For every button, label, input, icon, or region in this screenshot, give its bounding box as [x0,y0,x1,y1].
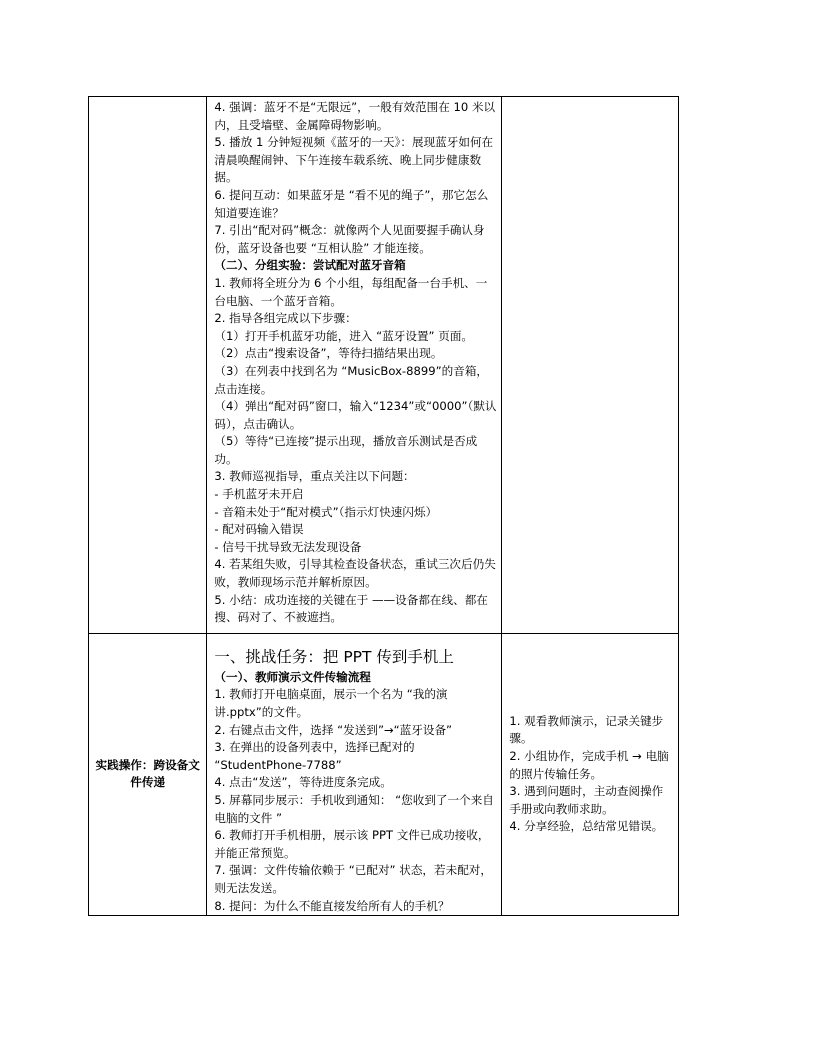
table-row [89,633,679,915]
list-item: 1. 观看教师演示，记录关键步骤。 [509,713,664,746]
paragraph: （3）在列表中找到名为 “MusicBox-8899”的音箱，点击连接。 [214,363,489,396]
student-activity-cell-empty [502,97,679,634]
paragraph: （5）等待“已连接”提示出现，播放音乐测试是否成功。 [214,434,478,466]
paragraph: 2. 右键点击文件，选择 “发送到”→“蓝牙设备” [214,722,453,737]
list-item: 2. 小组协作，完成手机 → 电脑的照片传输任务。 [509,749,669,781]
list-item: 4. 分享经验，总结常见错误。 [509,819,664,834]
paragraph: 1. 教师打开电脑桌面，展示一个名为 “我的演讲.pptx”的文件。 [214,687,448,719]
paragraph: 2. 指导各组完成以下步骤： [214,311,357,326]
paragraph: 8. 提问：为什么不能直接发给所有人的手机？ [214,898,450,913]
paragraph: 5. 播放 1 分钟短视频《蓝牙的一天》：展现蓝牙如何在清晨唤醒闹钟、下午连接车载系统、晚上同步健康数据。 [214,135,494,185]
paragraph: 4. 若某组失败，引导其检查设备状态，重试三次后仍失败，教师现场示范并解析原因。 [214,557,496,590]
paragraph: （4）弹出“配对码”窗口，输入“1234”或“0000”（默认码），点击确认。 [214,399,497,431]
paragraph: 4. 强调：蓝牙不是“无限远”，一般有效范围在 10 米以内，且受墙壁、金属障碍物影响。 [214,100,496,132]
list-item: - 配对码输入错误 [214,522,304,537]
table-row [89,97,679,634]
section-subheading: （一）、教师演示文件传输流程 [214,669,371,684]
lesson-plan-table [88,96,679,916]
section-heading: 一、挑战任务：把 PPT 传到手机上 [214,647,454,666]
paragraph: 3. 教师巡视指导，重点关注以下问题： [214,469,415,484]
paragraph: 4. 点击“发送”，等待进度条完成。 [214,775,392,790]
paragraph: 6. 提问互动：如果蓝牙是 “看不见的绳子”，那它怎么知道要连谁？ [214,187,489,220]
paragraph: （2）点击“搜索设备”，等待扫描结果出现。 [214,346,443,361]
section-subheading: （二）、分组实验：尝试配对蓝牙音箱 [214,258,406,273]
list-item: 3. 遇到问题时，主动查阅操作手册或向教师求助。 [509,784,664,816]
paragraph: 5. 小结：成功连接的关键在于 ——设备都在线、都在搜、码对了、不被遮挡。 [214,592,488,625]
paragraph: 6. 教师打开手机相册，展示该 PPT 文件已成功接收，并能正常预览。 [214,828,490,860]
paragraph: 5. 屏幕同步展示：手机收到通知： “您收到了一个来自电脑的文件 ” [214,792,494,825]
paragraph: 1. 教师将全班分为 6 个小组，每组配备一台手机、一台电脑、一个蓝牙音箱。 [214,275,488,308]
teacher-activity-cell [207,633,502,915]
student-activity-cell [502,633,679,915]
list-item: - 手机蓝牙未开启 [214,487,304,502]
list-item: - 音箱未处于“配对模式”（指示灯快速闪烁） [214,504,438,519]
paragraph: 7. 引出“配对码”概念：就像两个人见面要握手确认身份，蓝牙设备也要 “互相认脸” 才能连接。 [214,223,485,255]
stage-label: 实践操作：跨设备文件传递 [89,633,207,915]
list-item: - 信号干扰导致无法发现设备 [214,539,362,554]
paragraph: 7. 强调：文件传输依赖于 “已配对” 状态，若未配对，则无法发送。 [214,863,492,895]
teacher-activity-cell [207,97,502,634]
paragraph: 3. 在弹出的设备列表中，选择已配对的 “StudentPhone-7788” [214,740,415,772]
paragraph: （1）打开手机蓝牙功能，进入 “蓝牙设置” 页面。 [214,328,474,343]
stage-cell-empty [89,97,207,634]
